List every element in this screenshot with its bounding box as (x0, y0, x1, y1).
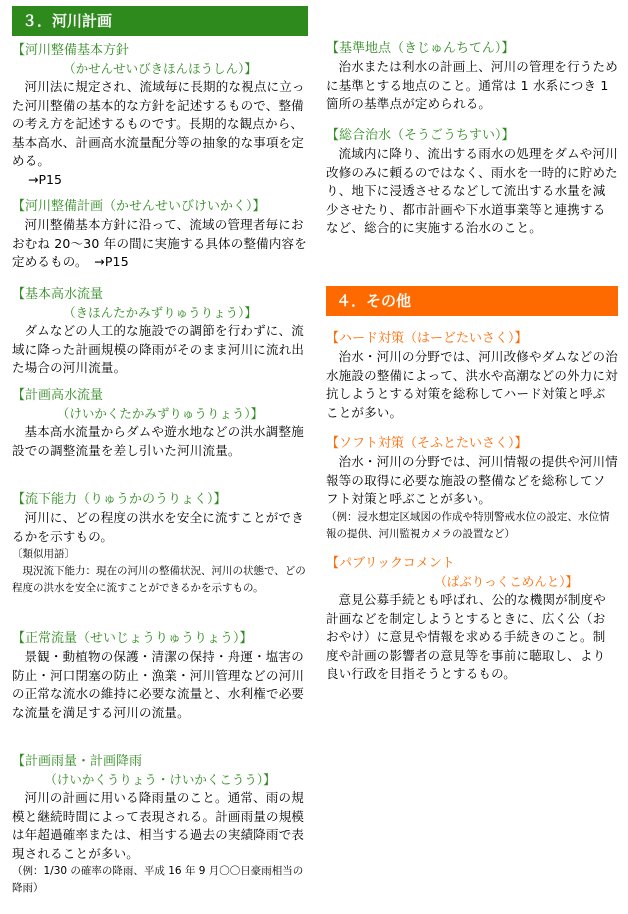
term-body: 河川法に規定され、流域毎に長期的な視点に立った河川整備の基本的な方針を記述するもので、整備の考え方を記述するものです。長期的な観点から、基本高水、計画高水流量配分等の抽象的な事項を定める。 (12, 79, 305, 168)
term-body: 河川の計画に用いる降雨量のこと。通常、雨の規模と継続時間によって表現される。計画雨量の規模は年超過確率または、相当する過去の実績降雨で表現されることが多い。 (12, 790, 305, 861)
entry-seijo-ryuryo (12, 630, 308, 722)
term-title: 【パブリックコメント (326, 556, 455, 571)
term-reading: （ぱぶりっくこめんと）】 (434, 574, 578, 589)
term-reading: （かせんせいびきほんほうしん）】 (63, 61, 257, 76)
entry-public-comment (326, 555, 618, 684)
entry-seibi-keikaku (12, 198, 308, 272)
term-body: 河川に、どの程度の洪水を安全に流すことができるかを示すもの。 (12, 510, 304, 544)
entry-kihon-takamizu (12, 286, 308, 378)
term-title: 【計画高水流量 (12, 388, 104, 403)
term-body: ダムなどの人工的な施設での調節を行わずに、流域に降った計画規模の降雨がそのまま河川に流れ出た場合の河川流量。 (12, 323, 305, 375)
term-reading: （けいかくたかみずりゅうりょう）】 (56, 406, 264, 421)
term-title: 【総合治水（そうごうちすい）】 (326, 128, 515, 143)
section-3-title: ３．河川計画 (22, 12, 113, 30)
term-note: （例：浸水想定区域図の作成や特別警戒水位の設定、水位情報の提供、河川監視カメラの設置など） (326, 510, 610, 540)
term-title: 【計画雨量・計画降雨 (12, 754, 143, 769)
term-reading: （けいかくうりょう・けいかくこうう）】 (44, 772, 276, 787)
term-title: 【ソフト対策（そふとたいさく）】 (326, 436, 528, 451)
term-body: 河川整備基本方針に沿って、流域の管理者毎におおむね 20～30 年の間に実施する具体の整備内容を定めるもの。 →P15 (12, 217, 307, 269)
entry-keikaku-takamizu (12, 387, 308, 460)
related-terms-body: 現況流下能力：現在の河川の整備状況、河川の状態で、どの程度の洪水を安全に流すことができるかを示すもの。 (12, 565, 306, 594)
term-title: 【正常流量（せいじょうりゅうりょう）】 (12, 631, 253, 646)
term-body: 治水・河川の分野では、河川情報の提供や河川情報等の取得に必要な施設の整備などを総称してソフト対策と呼ぶことが多い。 (326, 454, 618, 506)
term-title: 【河川整備基本方針 (12, 43, 130, 58)
term-title: 【基準地点（きじゅんちてん）】 (326, 41, 515, 56)
term-reading: （きほんたかみずりゅうりょう）】 (63, 305, 257, 320)
section-3-header (12, 6, 308, 36)
term-title: 【流下能力（りゅうかのうりょく）】 (12, 492, 227, 507)
entry-hard (326, 330, 618, 422)
entry-sogo-chisui (326, 127, 618, 238)
term-body: 治水または利水の計画上、河川の管理を行うために基準とする地点のこと。通常は 1 水系につき 1 箇所の基準点が定められる。 (326, 59, 618, 111)
term-title: 【基本高水流量 (12, 287, 104, 302)
term-body: 景観・動植物の保護・清潔の保持・舟運・塩害の防止・河口閉塞の防止・漁業・河川管理などの河川の正常な流水の維持に必要な流量と、水利権で必要な流量を満足する河川の流量。 (12, 649, 305, 720)
page-reference: →P15 (28, 171, 62, 187)
term-title: 【河川整備計画（かせんせいびけいかく）】 (12, 199, 266, 214)
term-body: 流域内に降り、流出する雨水の処理をダムや河川改修のみに頼るのではなく、雨水を一時的に貯めたり、地下に浸透させるなどして流出する水量を減少させたり、都市計画や下水道事業等と連携するなど、総合的に実施する治水のこと。 (326, 146, 618, 235)
entry-ryuka-nouryoku (12, 491, 308, 597)
entry-keikaku-uryo (12, 753, 308, 897)
term-note: （例：1/30 の確率の降雨、平成 16 年 9 月〇〇日豪雨相当の降雨） (12, 865, 304, 894)
related-terms-label: 〔類似用語〕 (12, 548, 75, 560)
term-title: 【ハード対策（はーどたいさく）】 (326, 331, 528, 346)
section-4-title: ４．その他 (336, 292, 412, 310)
entry-kihon-houshin (12, 42, 308, 189)
term-body: 基本高水流量からダムや遊水地などの洪水調整施設での調整流量を差し引いた河川流量。 (12, 424, 304, 458)
entry-kijun-chiten (326, 40, 618, 114)
entry-soft (326, 435, 618, 543)
term-body: 治水・河川の分野では、河川改修やダムなどの治水施設の整備によって、洪水や高潮などの外力に対抗しようとする対策を総称してハード対策と呼ぶことが多い。 (326, 349, 618, 420)
section-4-header (326, 286, 618, 316)
term-body: 意見公募手続とも呼ばれ、公的な機関が制度や計画などを制定しようとするときに、広く公（おおやけ）に意見や情報を求める手続きのこと。制度や計画の影響者の意見等を事前に聴取し、より良い行政を目指そうとするもの。 (326, 592, 606, 681)
